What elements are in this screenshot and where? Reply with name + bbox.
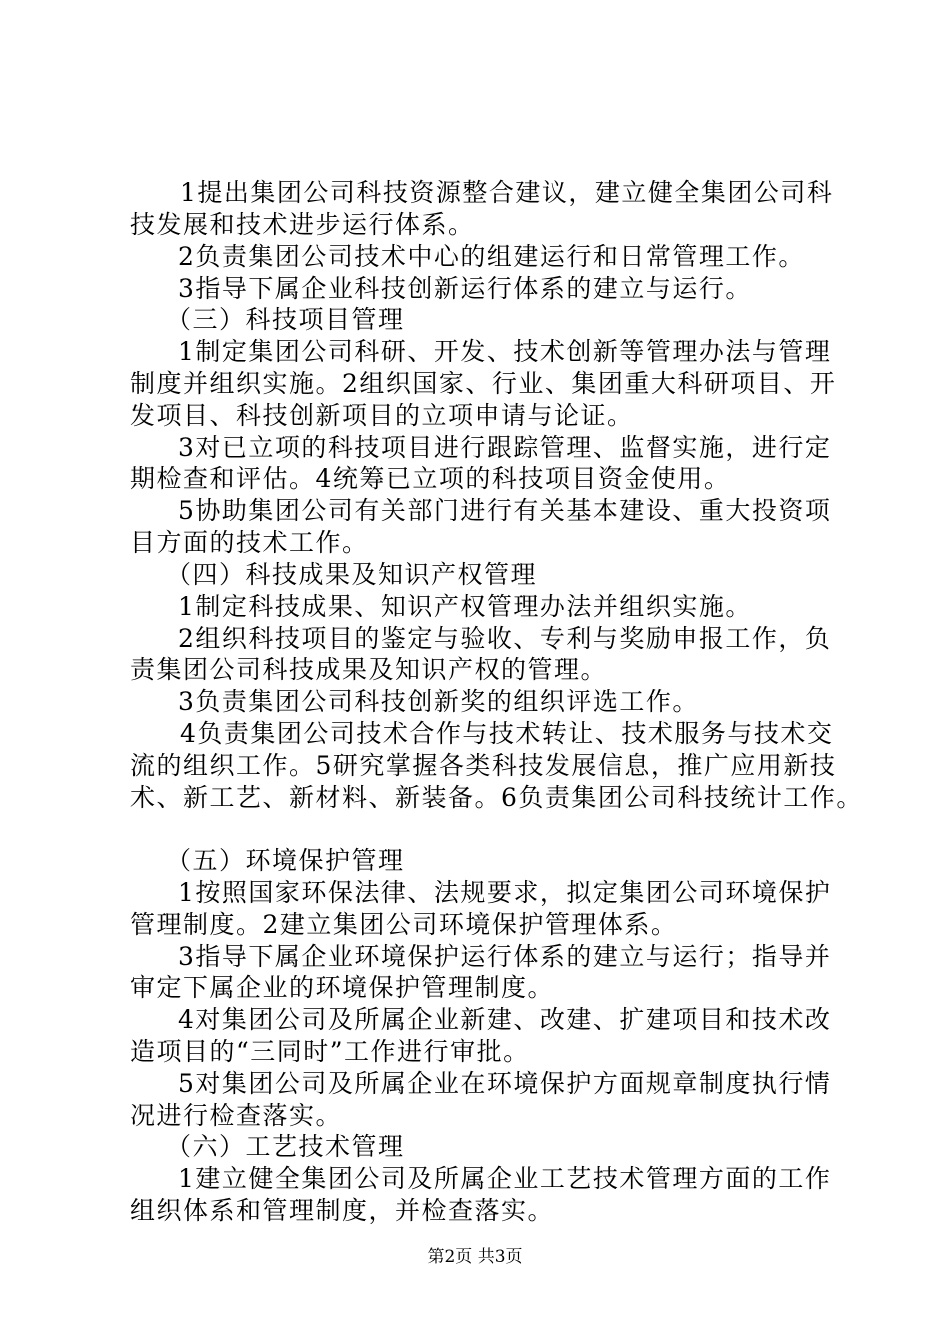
paragraph-line: 发项目、科技创新项目的立项申请与论证。 xyxy=(130,401,634,430)
paragraph-line: 3对已立项的科技项目进行跟踪管理、监督实施，进行定 xyxy=(178,433,832,462)
paragraph-line: 3负责集团公司科技创新奖的组织评选工作。 xyxy=(178,687,699,716)
paragraph-line: 审定下属企业的环境保护管理制度。 xyxy=(130,973,555,1002)
paragraph-line: 组织体系和管理制度，并检查落实。 xyxy=(130,1196,555,1225)
paragraph-line: 管理制度。2建立集团公司环境保护管理体系。 xyxy=(130,910,678,939)
paragraph-line: 1制定集团公司科研、开发、技术创新等管理办法与管理 xyxy=(178,337,832,366)
paragraph-line: 责集团公司科技成果及知识产权的管理。 xyxy=(130,655,608,684)
paragraph-line: 5对集团公司及所属企业在环境保护方面规章制度执行情 xyxy=(178,1069,832,1098)
section-heading: （三）科技项目管理 xyxy=(166,305,405,334)
paragraph-line: 制度并组织实施。2组织国家、行业、集团重大科研项目、开 xyxy=(130,369,837,398)
paragraph-line: 1制定科技成果、知识产权管理办法并组织实施。 xyxy=(178,592,752,621)
paragraph-line: 流的组织工作。5研究掌握各类科技发展信息，推广应用新技 xyxy=(130,751,837,780)
paragraph-line: 术、新工艺、新材料、新装备。6负责集团公司科技统计工作。 xyxy=(130,783,863,812)
paragraph-line: 2组织科技项目的鉴定与验收、专利与奖励申报工作，负 xyxy=(178,624,832,653)
section-heading: （六）工艺技术管理 xyxy=(166,1132,405,1161)
paragraph-line: 1建立健全集团公司及所属企业工艺技术管理方面的工作 xyxy=(178,1164,832,1193)
paragraph-line: 1按照国家环保法律、法规要求，拟定集团公司环境保护 xyxy=(178,878,832,907)
paragraph-line: 4负责集团公司技术合作与技术转让、技术服务与技术交 xyxy=(180,719,834,748)
paragraph-line: 造项目的“三同时”工作进行审批。 xyxy=(130,1037,530,1066)
paragraph-line: 5协助集团公司有关部门进行有关基本建设、重大投资项 xyxy=(178,496,832,525)
section-heading: （四）科技成果及知识产权管理 xyxy=(166,560,538,589)
section-heading: （五）环境保护管理 xyxy=(166,846,405,875)
paragraph-line: 况进行检查落实。 xyxy=(130,1101,343,1130)
paragraph-line: 3指导下属企业科技创新运行体系的建立与运行。 xyxy=(178,274,752,303)
paragraph-line: 4对集团公司及所属企业新建、改建、扩建项目和技术改 xyxy=(178,1005,832,1034)
page-number-footer: 第2页 共3页 xyxy=(427,1247,523,1267)
paragraph-line: 3指导下属企业环境保护运行体系的建立与运行；指导并 xyxy=(178,942,832,971)
paragraph-line: 1提出集团公司科技资源整合建议，建立健全集团公司科 xyxy=(180,178,834,207)
paragraph-line: 目方面的技术工作。 xyxy=(130,528,369,557)
paragraph-line: 2负责集团公司技术中心的组建运行和日常管理工作。 xyxy=(178,242,805,271)
paragraph-line: 期检查和评估。4统筹已立项的科技项目资金使用。 xyxy=(130,464,731,493)
paragraph-line: 技发展和技术进步运行体系。 xyxy=(130,210,475,239)
